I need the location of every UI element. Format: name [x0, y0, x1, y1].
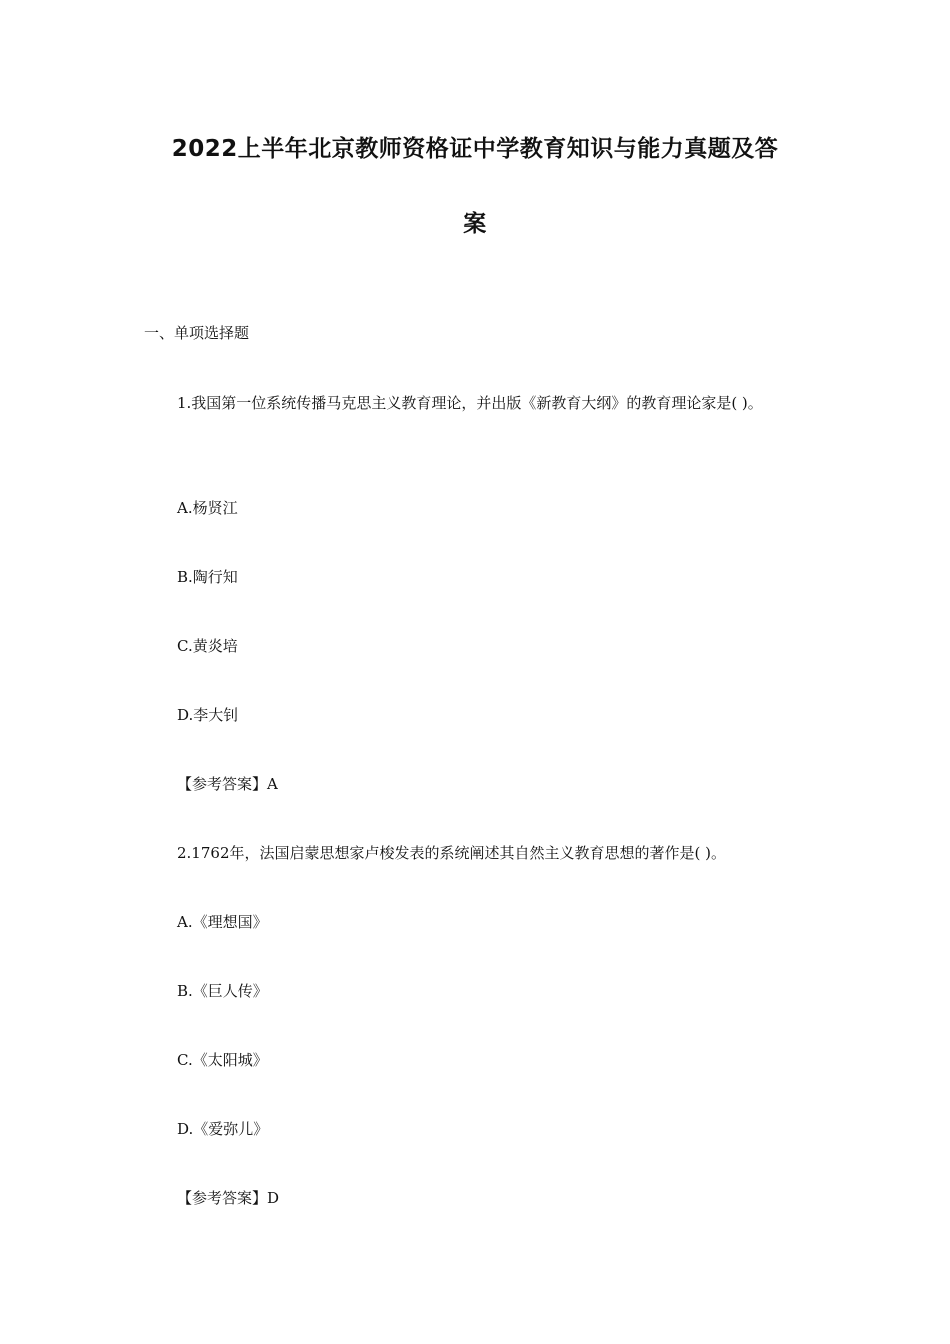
question-2-answer: 【参考答案】D	[177, 1189, 280, 1207]
question-1-option-b: B.陶行知	[177, 568, 238, 586]
question-1-option-d: D.李大钊	[177, 706, 239, 724]
question-2-option-b: B.《巨人传》	[177, 982, 268, 1000]
question-1-stem: 1.我国第一位系统传播马克思主义教育理论，并出版《新教育大纲》的教育理论家是( )。	[177, 394, 763, 412]
section-heading: 一、单项选择题	[144, 324, 250, 342]
question-2-stem: 2.1762年，法国启蒙思想家卢梭发表的系统阐述其自然主义教育思想的著作是( )。	[177, 844, 726, 862]
question-2-option-c: C.《太阳城》	[177, 1051, 268, 1069]
question-2-option-d: D.《爱弥儿》	[177, 1120, 269, 1138]
document-title-line-1: 2022上半年北京教师资格证中学教育知识与能力真题及答	[171, 136, 779, 162]
question-1-answer: 【参考答案】A	[177, 775, 278, 793]
question-2-option-a: A.《理想国》	[177, 913, 268, 931]
question-1-option-a: A.杨贤江	[177, 499, 238, 517]
question-1-option-c: C.黄炎培	[177, 637, 238, 655]
document-title-line-2: 案	[463, 211, 487, 237]
